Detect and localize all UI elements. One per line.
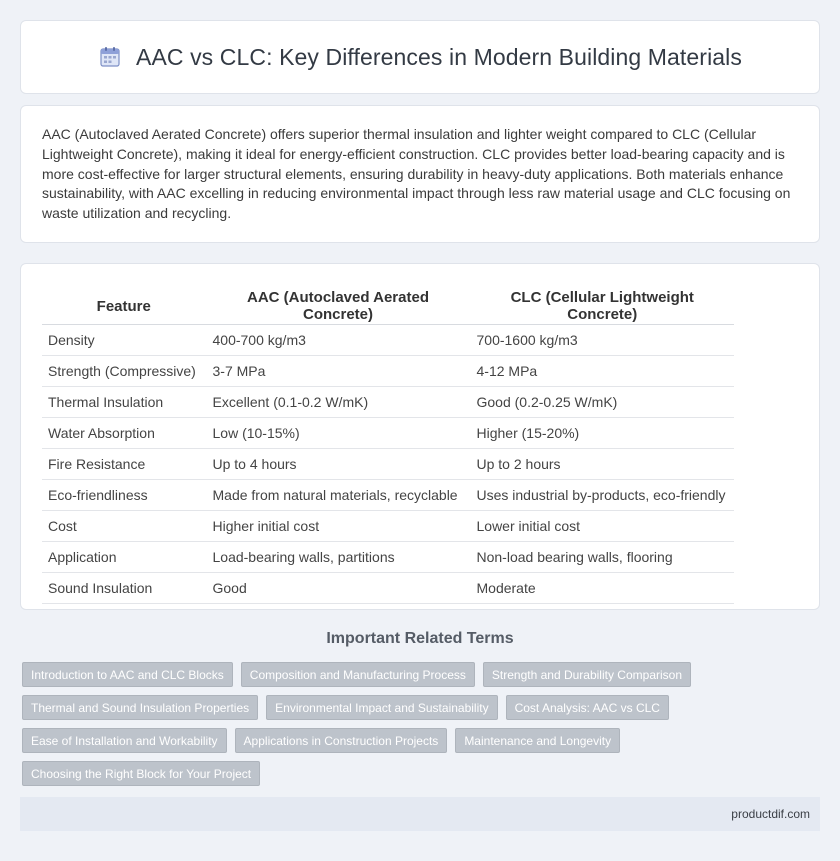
cell-clc: Higher (15-20%) [470, 418, 734, 449]
cell-clc: Good (0.2-0.25 W/mK) [470, 387, 734, 418]
table-row [42, 449, 734, 480]
table-row [42, 356, 734, 387]
table-row [42, 387, 734, 418]
title-wrap [98, 44, 742, 71]
header-aac: AAC (Autoclaved Aerated Concrete) [206, 286, 470, 325]
table-row [42, 573, 734, 604]
cell-feature: Sound Insulation [42, 573, 206, 604]
related-term-tag[interactable]: Introduction to AAC and CLC Blocks [22, 662, 233, 687]
cell-clc: Uses industrial by-products, eco-friendly [470, 480, 734, 511]
cell-feature: Application [42, 542, 206, 573]
cell-aac: 400-700 kg/m3 [206, 325, 470, 356]
cell-aac: Good [206, 573, 470, 604]
related-term-tag[interactable]: Choosing the Right Block for Your Project [22, 761, 260, 786]
header-feature: Feature [42, 286, 206, 325]
cell-feature: Eco-friendliness [42, 480, 206, 511]
footer-site-link[interactable]: productdif.com [731, 807, 810, 821]
cell-aac: Up to 4 hours [206, 449, 470, 480]
related-terms-heading: Important Related Terms [326, 630, 514, 647]
cell-feature: Water Absorption [42, 418, 206, 449]
cell-clc: 4-12 MPa [470, 356, 734, 387]
cell-clc: Moderate [470, 573, 734, 604]
table-row [42, 480, 734, 511]
cell-feature: Density [42, 325, 206, 356]
related-term-tag[interactable]: Applications in Construction Projects [235, 728, 448, 753]
related-term-tag[interactable]: Ease of Installation and Workability [22, 728, 227, 753]
related-term-tag[interactable]: Composition and Manufacturing Process [241, 662, 475, 687]
cell-aac: 3-7 MPa [206, 356, 470, 387]
cell-clc: Non-load bearing walls, flooring [470, 542, 734, 573]
comparison-table [42, 286, 734, 604]
summary-text: AAC (Autoclaved Aerated Concrete) offers superior thermal insulation and lighter weight compared to CLC (Cellular Lightweight Concrete), making it ideal for energy-efficient construction. CLC provides better load-bearing capacity and is more cost-effective for larger structural elements, ensuring durability in heavy-duty applications. Both materials enhance sustainability, with AAC excelling in reducing environmental impact through less raw material usage and CLC focusing on waste utilization and recycling. [42, 126, 791, 222]
related-term-tag[interactable]: Environmental Impact and Sustainability [266, 695, 497, 720]
summary-card [20, 105, 820, 243]
cell-feature: Strength (Compressive) [42, 356, 206, 387]
related-term-tag[interactable]: Thermal and Sound Insulation Properties [22, 695, 258, 720]
cell-feature: Thermal Insulation [42, 387, 206, 418]
cell-aac: Excellent (0.1-0.2 W/mK) [206, 387, 470, 418]
calendar-icon [98, 45, 122, 69]
page-title: AAC vs CLC: Key Differences in Modern Building Materials [136, 43, 742, 70]
cell-aac: Load-bearing walls, partitions [206, 542, 470, 573]
cell-aac: Higher initial cost [206, 511, 470, 542]
related-term-tag[interactable]: Cost Analysis: AAC vs CLC [506, 695, 669, 720]
cell-feature: Fire Resistance [42, 449, 206, 480]
cell-aac: Made from natural materials, recyclable [206, 480, 470, 511]
table-row [42, 542, 734, 573]
title-card [20, 20, 820, 94]
cell-aac: Low (10-15%) [206, 418, 470, 449]
cell-clc: 700-1600 kg/m3 [470, 325, 734, 356]
cell-clc: Up to 2 hours [470, 449, 734, 480]
table-header-row [42, 286, 734, 325]
table-row [42, 325, 734, 356]
cell-feature: Cost [42, 511, 206, 542]
related-terms-list [22, 662, 722, 786]
cell-clc: Lower initial cost [470, 511, 734, 542]
related-term-tag[interactable]: Strength and Durability Comparison [483, 662, 691, 687]
table-row [42, 418, 734, 449]
header-clc: CLC (Cellular Lightweight Concrete) [470, 286, 734, 325]
footer [20, 797, 820, 831]
related-term-tag[interactable]: Maintenance and Longevity [455, 728, 620, 753]
table-row [42, 511, 734, 542]
comparison-table-card [20, 263, 820, 610]
